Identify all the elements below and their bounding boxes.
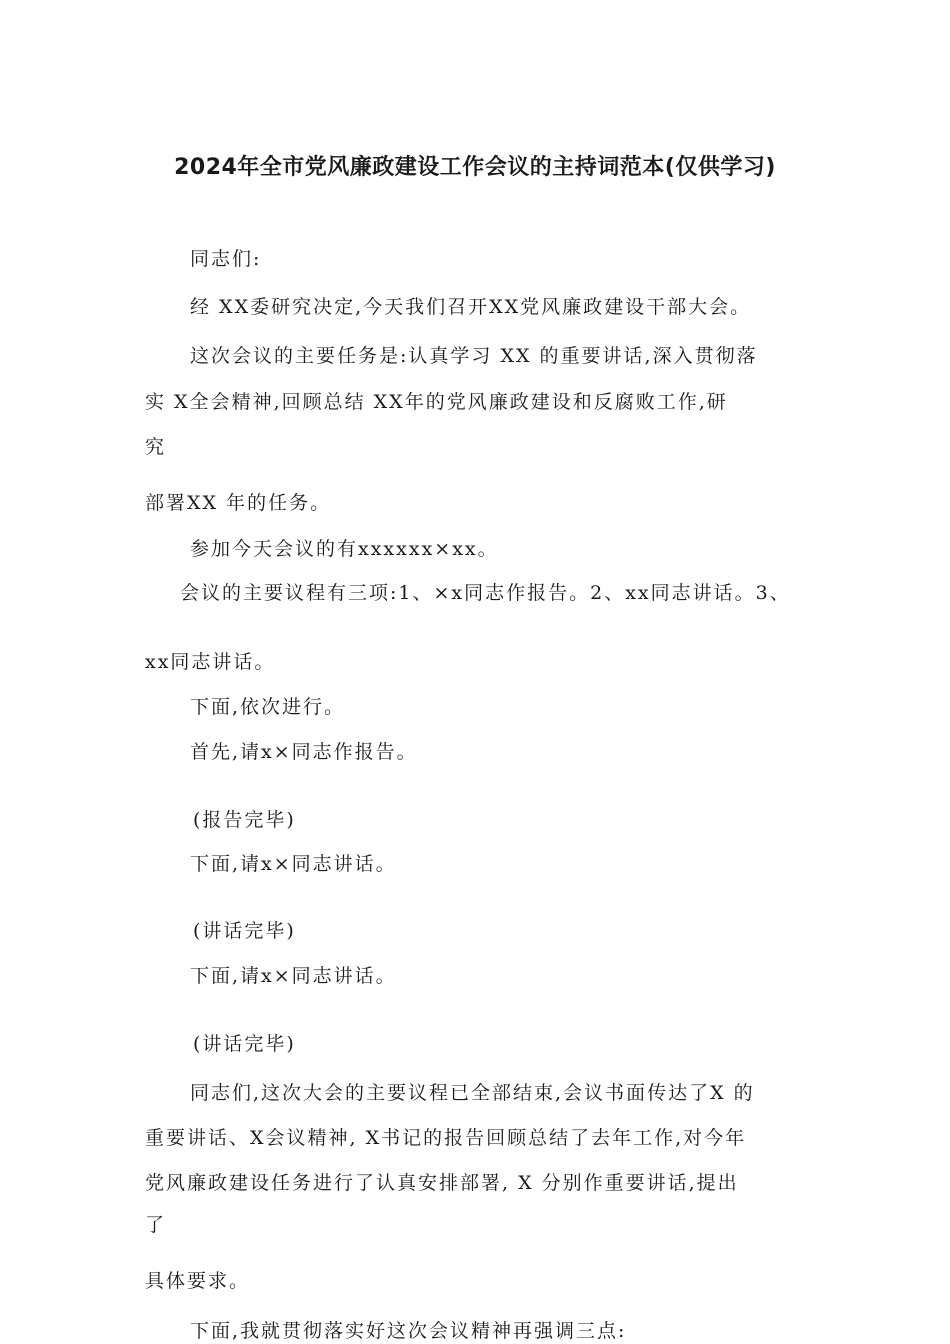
paragraph-line: 具体要求。: [145, 1270, 251, 1292]
paragraph-line: xx同志讲话。: [145, 651, 276, 673]
paragraph-line: 下面,我就贯彻落实好这次会议精神再强调三点:: [190, 1320, 627, 1342]
paragraph-line: 下面,依次进行。: [190, 696, 346, 718]
paragraph-line: 了: [145, 1214, 167, 1236]
paragraph-line: (讲话完毕): [193, 920, 296, 942]
paragraph-line: (报告完毕): [193, 809, 296, 831]
paragraph-line: 参加今天会议的有xxxxxx×xx。: [190, 538, 499, 560]
paragraph-line: 这次会议的主要任务是:认真学习 XX 的重要讲话,深入贯彻落: [190, 345, 758, 367]
document-title: 2024年全市党风廉政建设工作会议的主持词范本(仅供学习): [174, 155, 776, 180]
paragraph-line: 党风廉政建设任务进行了认真安排部署, X 分别作重要讲话,提出: [145, 1172, 739, 1194]
paragraph-line: (讲话完毕): [193, 1033, 296, 1055]
paragraph-line: 部署XX 年的任务。: [145, 492, 332, 514]
paragraph-line: 下面,请x×同志讲话。: [190, 853, 397, 875]
paragraph-line: 重要讲话、X会议精神, X书记的报告回顾总结了去年工作,对今年: [145, 1127, 747, 1149]
paragraph-line: 会议的主要议程有三项:1、×x同志作报告。2、xx同志讲话。3、: [180, 582, 791, 604]
paragraph-line: 究: [145, 436, 167, 458]
paragraph-line: 下面,请x×同志讲话。: [190, 965, 397, 987]
paragraph-line: 实 X全会精神,回顾总结 XX年的党风廉政建设和反腐败工作,研: [145, 391, 728, 413]
paragraph-line: 同志们:: [190, 248, 262, 270]
paragraph-line: 首先,请x×同志作报告。: [190, 741, 418, 763]
paragraph-line: 同志们,这次大会的主要议程已全部结束,会议书面传达了X 的: [190, 1082, 755, 1104]
paragraph-line: 经 XX委研究决定,今天我们召开XX党风廉政建设干部大会。: [190, 296, 752, 318]
